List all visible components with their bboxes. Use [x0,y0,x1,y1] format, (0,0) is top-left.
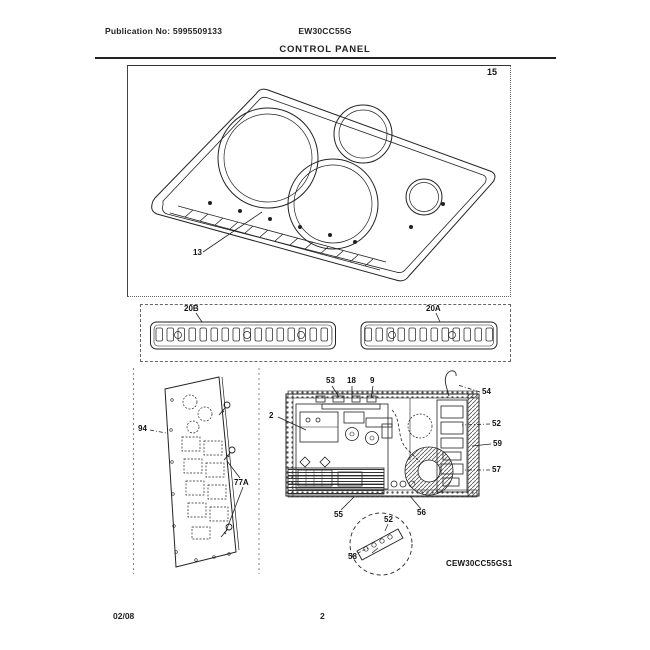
callout-bottom-a: 55 [334,510,343,519]
leader-77A-lower [226,487,243,531]
publication-number: Publication No: 5995509133 [105,26,223,36]
callout-cooktop-glass: 13 [193,248,202,257]
board-components [182,395,228,539]
callout-detail-a: 52 [384,515,393,524]
control-assembly-drawing [278,371,491,510]
gasket-right [468,394,479,496]
leader-13 [203,212,262,252]
control-strip [170,201,445,270]
leader-20A [436,313,440,322]
callout-wire-harness: 54 [482,387,491,396]
leader-detail-52 [385,524,388,531]
callout-detail-b: 58 [348,552,357,561]
cooktop-drawing [152,89,495,281]
grid-reference: 15 [487,67,498,77]
callout-bottom-b: 56 [417,508,426,517]
callout-right-b: 59 [493,439,502,448]
section-title: CONTROL PANEL [279,44,371,55]
ribbon-tail [288,468,384,494]
callout-panel-body: 2 [269,411,274,420]
callout-top-c: 9 [370,376,375,385]
terminal-block [357,529,403,560]
model-number: EW30CC55G [298,26,352,36]
touch-board-drawing [150,377,243,567]
callout-touch-board: 94 [138,424,147,433]
footer-page-number: 2 [320,611,325,621]
footer-date: 02/08 [113,611,135,621]
callout-overlay-right: 20A [426,304,441,313]
callout-top-b: 18 [347,376,356,385]
leader-94 [150,430,166,433]
callout-board-screws: 77A [234,478,249,487]
callout-right-a: 52 [492,419,501,428]
leader-20B [196,313,202,322]
terminal-detail-drawing [350,513,412,575]
callout-top-a: 53 [326,376,335,385]
callout-overlay-left: 20B [184,304,199,313]
overlay-strips-drawing [151,313,498,349]
callout-right-c: 57 [492,465,501,474]
drawing-id: CEW30CC55GS1 [446,559,513,568]
